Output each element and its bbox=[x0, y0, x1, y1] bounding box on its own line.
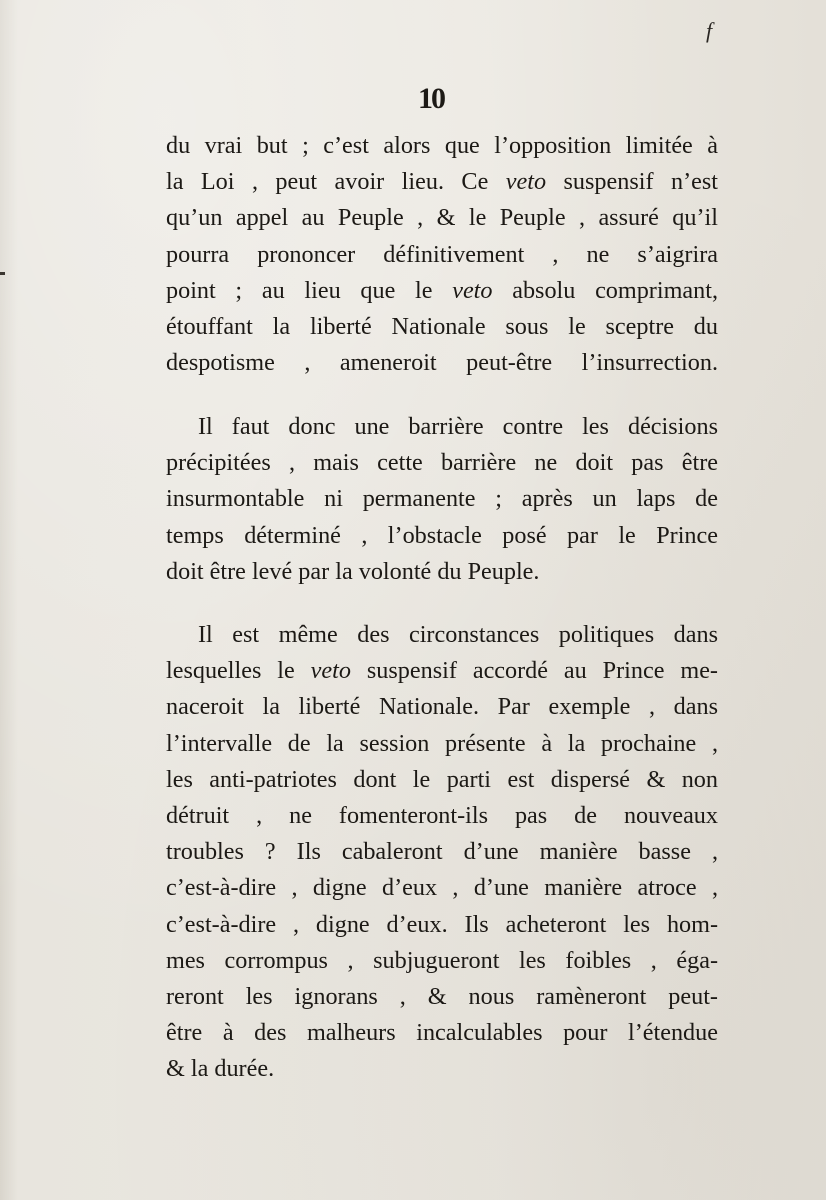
text-line: reront les ignorans , & nous ramèneront peut- bbox=[166, 982, 718, 1010]
text-line: précipitées , mais cette barrière ne doit pas être bbox=[166, 449, 718, 477]
text-line: insurmontable ni permanente ; après un laps de bbox=[166, 485, 718, 513]
paragraph-3 bbox=[166, 617, 718, 1087]
text-line: point ; au lieu que le veto absolu comprimant, bbox=[166, 276, 718, 304]
text-line: la Loi , peut avoir lieu. Ce veto suspensif n’est bbox=[166, 168, 719, 196]
text-line: & la durée. bbox=[166, 1055, 275, 1083]
text-line: pourra prononcer définitivement , ne s’aigrira bbox=[166, 240, 718, 268]
text-line: troubles ? Ils cabaleront d’une manière basse , bbox=[166, 838, 718, 866]
text-line: être à des malheurs incalculables pour l’étendue bbox=[166, 1019, 718, 1047]
text-line: naceroit la liberté Nationale. Par exemple , dans bbox=[166, 693, 718, 721]
text-line: Il est même des circonstances politiques dans bbox=[198, 621, 718, 648]
text-line: temps déterminé , l’obstacle posé par le Prince bbox=[166, 521, 718, 549]
text-line: despotisme , ameneroit peut-être l’insurrection. bbox=[166, 349, 718, 377]
text-line: doit être levé par la volonté du Peuple. bbox=[166, 557, 540, 585]
corner-mark: f bbox=[706, 18, 713, 43]
text-line: les anti-patriotes dont le parti est dispersé & non bbox=[166, 765, 718, 793]
text-line: c’est-à-dire , digne d’eux. Ils acheteront les hom- bbox=[166, 910, 718, 938]
text-line: lesquelles le veto suspensif accordé au Prince me- bbox=[166, 657, 718, 685]
text-line: du vrai but ; c’est alors que l’opposition limitée à bbox=[166, 132, 718, 159]
text-line: qu’un appel au Peuple , & le Peuple , assuré qu’il bbox=[166, 204, 718, 232]
paragraph-2 bbox=[166, 409, 718, 590]
margin-mark bbox=[0, 272, 5, 275]
paragraph-1 bbox=[166, 128, 718, 381]
text-line: l’intervalle de la session présente à la prochaine , bbox=[166, 729, 718, 757]
text-line: étouffant la liberté Nationale sous le sceptre du bbox=[166, 312, 718, 340]
text-line: mes corrompus , subjugueront les foibles , éga- bbox=[166, 946, 718, 974]
text-line: détruit , ne fomenteront-ils pas de nouveaux bbox=[166, 801, 718, 829]
text-line: c’est-à-dire , digne d’eux , d’une manière atroce , bbox=[166, 874, 718, 902]
text-line: Il faut donc une barrière contre les décisions bbox=[198, 413, 718, 440]
page-number: 10 bbox=[418, 82, 444, 115]
